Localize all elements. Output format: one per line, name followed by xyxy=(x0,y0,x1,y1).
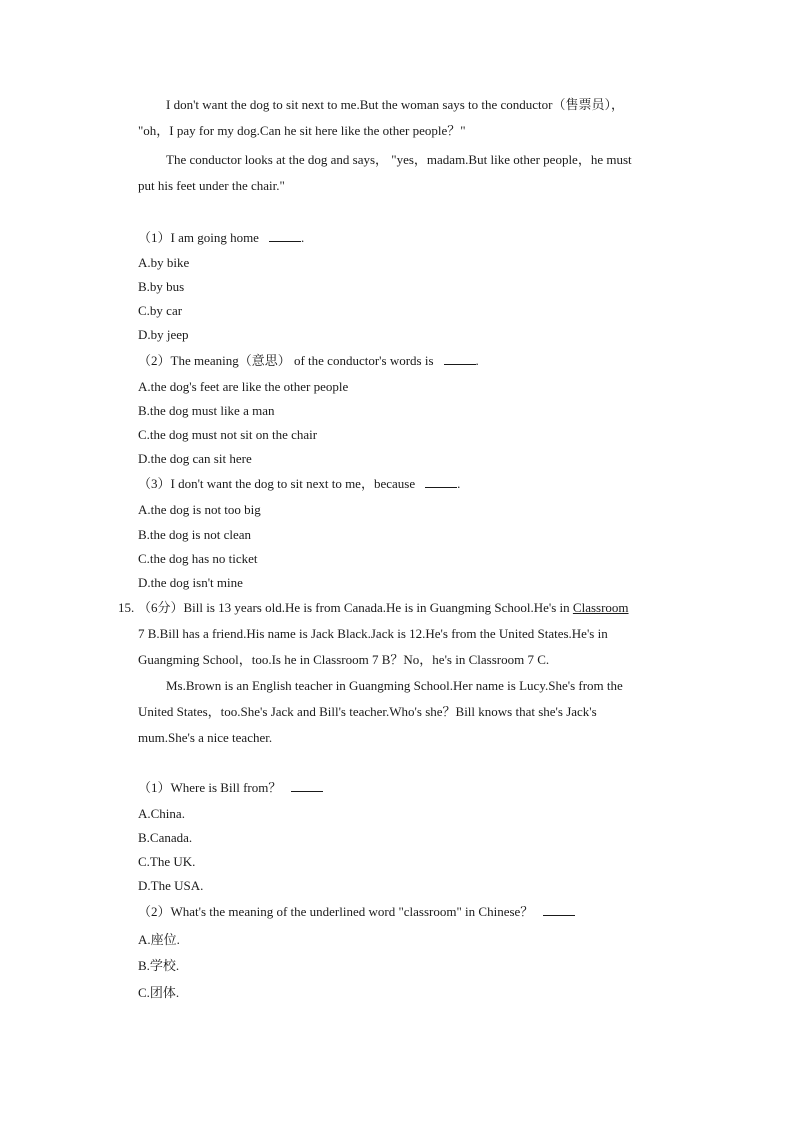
option: D.the dog isn't mine xyxy=(138,575,243,590)
question-prompt: （2）What's the meaning of the underlined word "classroom" in Chinese？ xyxy=(138,902,675,922)
passage-line: mum.She's a nice teacher. xyxy=(138,730,273,745)
question-prompt: （1）I am going home . xyxy=(138,230,305,245)
underlined-word: Classroom xyxy=(572,600,629,615)
question-prompt: （2）The meaning（意思） of the conductor's words is . xyxy=(138,353,479,368)
option: D.by jeep xyxy=(138,327,189,342)
option: D.the dog can sit here xyxy=(138,451,252,466)
option: C.The UK. xyxy=(138,854,196,869)
option: A.the dog is not too big xyxy=(138,502,261,517)
question-prompt: （3）I don't want the dog to sit next to me，because . xyxy=(138,476,461,491)
passage-line: The conductor looks at the dog and says， "yes，madam.But like other people，he must xyxy=(166,152,632,167)
passage-line: 7 B.Bill has a friend.His name is Jack Black.Jack is 12.He's from the United States.He's in xyxy=(138,626,608,641)
question-prompt: （1）Where is Bill from？ xyxy=(138,778,675,798)
answer-blank xyxy=(425,475,457,488)
option: B.by bus xyxy=(138,279,185,294)
passage-paragraph-2 xyxy=(138,147,675,199)
answer-blank xyxy=(269,229,301,242)
option: A.by bike xyxy=(138,255,190,270)
passage-line: "oh，I pay for my dog.Can he sit here like the other people？" xyxy=(138,123,466,138)
passage-line: I don't want the dog to sit next to me.But the woman says to the conductor（售票员）， xyxy=(166,97,625,112)
option: B.the dog is not clean xyxy=(138,527,252,542)
option: C.by car xyxy=(138,303,183,318)
option: B.the dog must like a man xyxy=(138,403,275,418)
option: C.the dog has no ticket xyxy=(138,551,258,566)
option: C.团体. xyxy=(138,985,180,1000)
option: D.The USA. xyxy=(138,878,204,893)
answer-blank xyxy=(291,779,323,792)
option: B.Canada. xyxy=(138,830,193,845)
passage-line: （6分）Bill is 13 years old.He is from Canada.He is in Guangming School.He's in Classroom xyxy=(138,600,629,615)
question-number: 15. xyxy=(118,600,135,615)
passage-line: United States，too.She's Jack and Bill's teacher.Who's she？Bill knows that she's Jack's xyxy=(138,704,597,719)
option: C.the dog must not sit on the chair xyxy=(138,427,318,442)
option: B.学校. xyxy=(138,958,180,973)
passage-line: put his feet under the chair." xyxy=(138,178,285,193)
passage-line: Ms.Brown is an English teacher in Guangming School.Her name is Lucy.She's from the xyxy=(166,678,623,693)
answer-blank xyxy=(543,903,575,916)
option: A.China. xyxy=(138,806,185,821)
option: A.the dog's feet are like the other people xyxy=(138,379,349,394)
passage-line: Guangming School，too.Is he in Classroom 7 B？No，he's in Classroom 7 C. xyxy=(138,652,550,667)
answer-blank xyxy=(444,352,476,365)
passage-q15 xyxy=(138,595,675,751)
option: A.座位. xyxy=(138,932,180,947)
passage-paragraph-1 xyxy=(138,92,675,144)
